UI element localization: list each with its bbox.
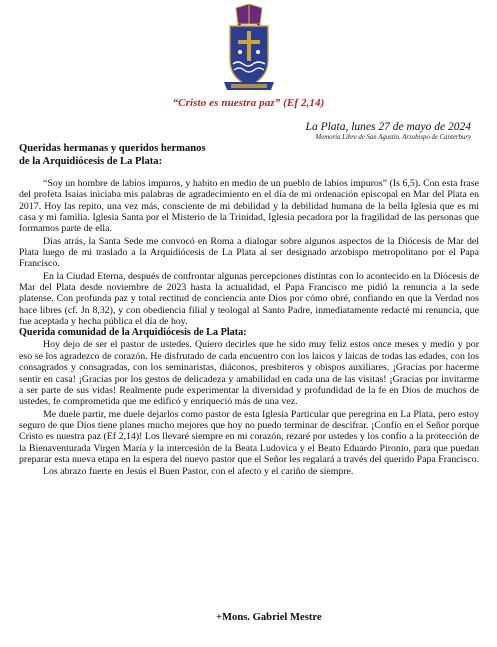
paragraph-2: Días atrás, la Santa Sede me convocó en Roma a dialogar sobre algunos aspectos de la Diócesis de Mar del Plata luego de mi traslado a la Arquidiócesis de La Plata al ser designado arzobispo metropolitano por el Papa Francisco. <box>19 235 479 270</box>
paragraph-6: Los abrazo fuerte en Jesús el Buen Pastor, con el afecto y el cariño de siempre. <box>43 466 354 478</box>
liturgical-memorial: Memoria Libre de San Agustín, Arzobispo de Canterbury <box>315 134 471 141</box>
episcopal-motto: “Cristo es nuestra paz” (Ef 2,14) <box>172 97 325 109</box>
salutation <box>19 142 479 168</box>
section-heading: Querida comunidad de la Arquidiócesis de La Plata: <box>19 327 247 339</box>
letter-body <box>19 178 479 478</box>
place-and-date: La Plata, lunes 27 de mayo de 2024 <box>305 121 471 133</box>
paragraph-4: Hoy dejo de ser el pastor de ustedes. Quiero decirles que he sido muy feliz estos once meses y medio y por eso se los agradezco de corazón. He disfrutado de cada encuentro con los laicos y laicas de todas las edades, con los consagrados y consagradas, con los seminaristas, diáconos, presbiteros y obispos auxiliares. ¡Gracias por hacerme sentir en casa! ¡Gracias por los gestos de delicadeza y amabilidad en cada una de las visitas! ¡Gracias por invitarme a ser parte de sus vidas! Realmente pude experimentar la diversidad y profundidad de la fe en Dios de muchos de ustedes, fe comprometida que me edificó y enriqueció más de una vez. <box>19 339 479 408</box>
paragraph-1: “Soy un hombre de labios impuros, y habito en medio de un pueblo de labios impuros” (Is 6,5). Con esta frase del profeta Isaías iniciaba mis palabras de agradecimiento en el día de mi ordenación episcopal en Mar del Plata en 2017. Hoy las repito, una vez más, consciente de mi debilidad y la debilidad humana de la bella Iglesia que es mi casa y mi familia. Iglesia Santa por el Misterio de la Trinidad, Iglesia pecadora por la fragilidad de las personas que formamos parte de ella. <box>19 178 479 235</box>
salutation-line-2: de la Arquidiócesis de La Plata: <box>19 156 163 167</box>
salutation-line-1: Queridas hermanas y queridos hermanos <box>19 143 206 154</box>
archdiocese-crest-icon <box>214 4 284 96</box>
paragraph-3: En la Ciudad Eterna, después de confrontar algunas percepciones distintas con lo acontecido en la Diócesis de Mar del Plata desde noviembre de 2023 hasta la actualidad, el Papa Francisco me pidió la renuncia a la sede platense. Con profunda paz y total rectitud de conciencia ante Dios por cómo obré, confiando en que la Verdad nos hace libres (cf. Jn 8,32), y con obediencia filial y teologal al Santo Padre, inmediatamente redacté mi renuncia, que fue aceptada y hecha pública el día de hoy. <box>19 270 479 328</box>
paragraph-5: Me duele partir, me duele dejarlos como pastor de esta Iglesia Particular que peregrina en La Plata, pero estoy seguro de que Dios tiene planes mucho mejores que hoy no puedo terminar de descifrar. ¡Confío en el Señor porque Cristo es nuestra paz (Ef 2,14)! Los llevaré siempre en mi corazón, rezaré por ustedes y los confío a la protección de la Bienaventurada Virgen María y la intercesión de la Beata Ludovica y el Beato Eduardo Pironio, para que puedan preparar esta nueva etapa en la espera del nuevo pastor que el Señor les regalará a través del querido Papa Francisco. <box>19 408 479 465</box>
signature: +Mons. Gabriel Mestre <box>216 612 322 623</box>
